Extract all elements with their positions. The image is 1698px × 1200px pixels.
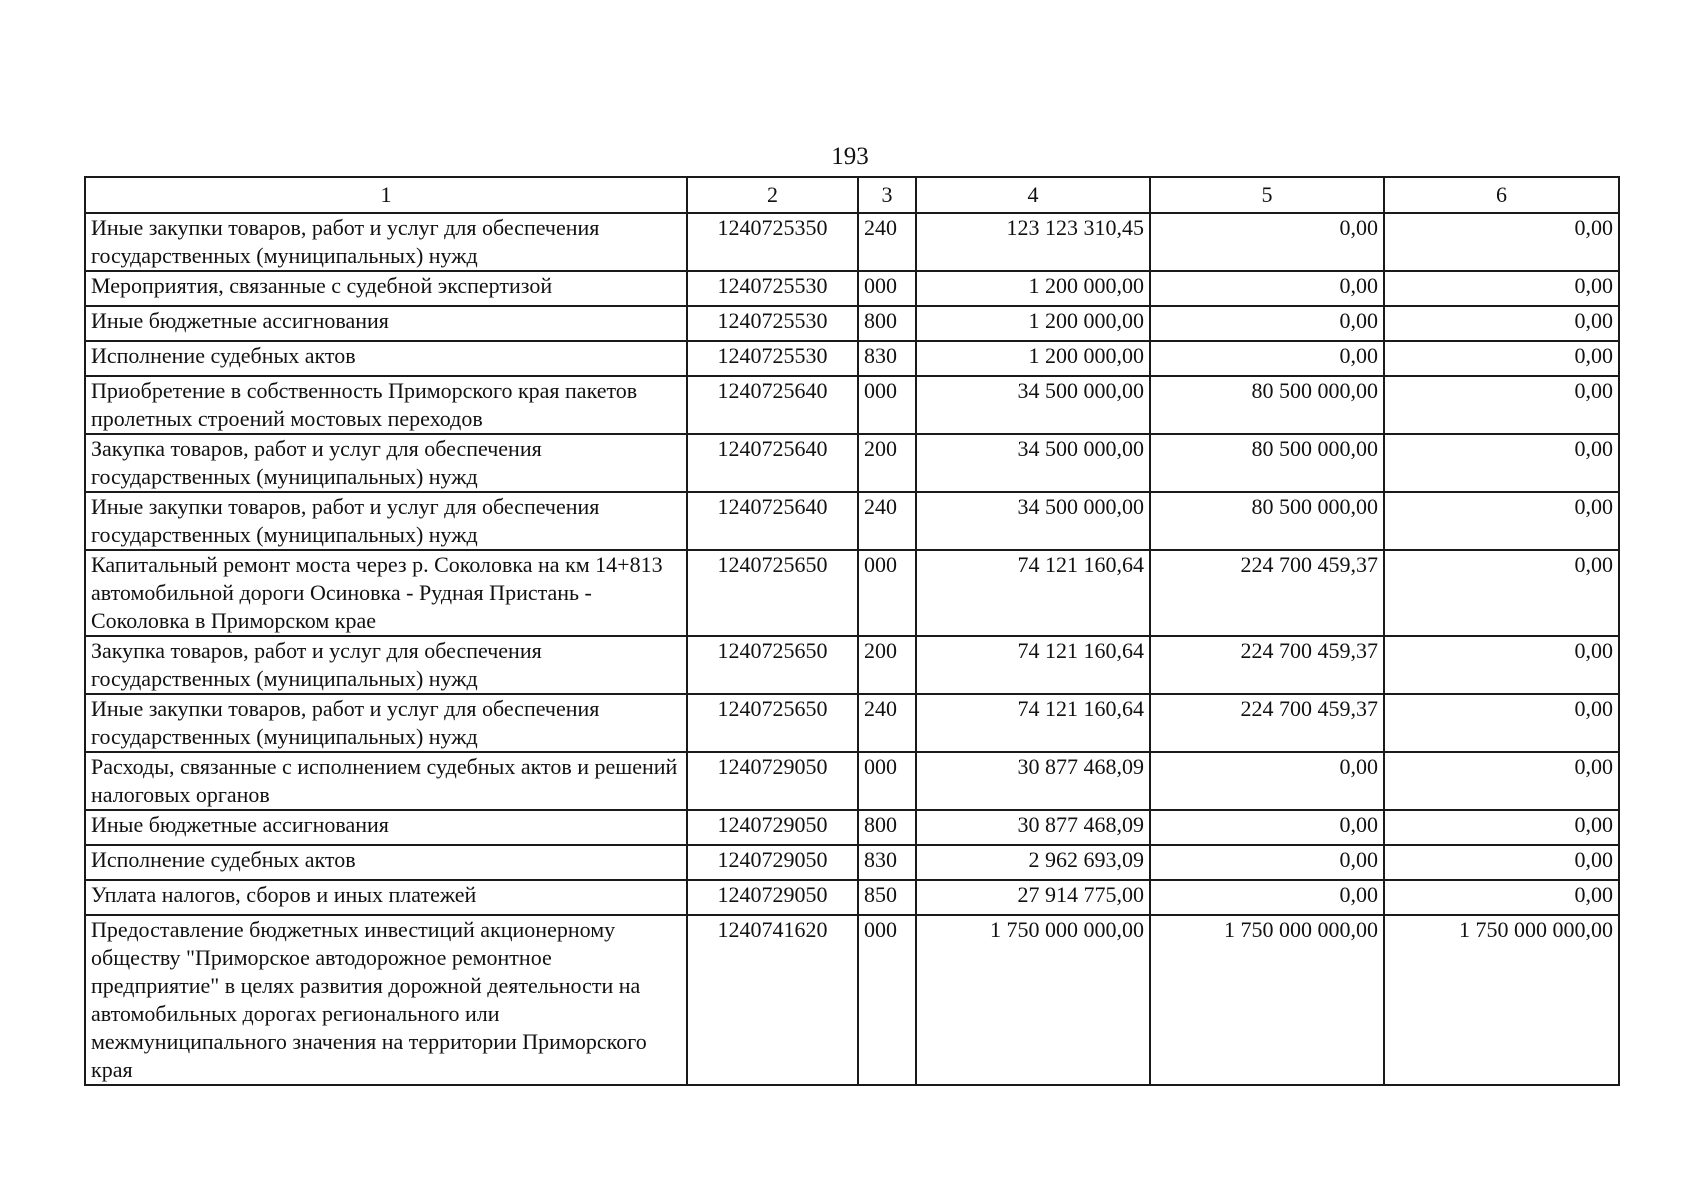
- cell-name: Иные бюджетные ассигнования: [85, 810, 687, 845]
- cell-value-5: 1 750 000 000,00: [1150, 915, 1384, 1085]
- cell-name: Предоставление бюджетных инвестиций акционерному обществу "Приморское автодорожное ремонтное предприятие" в целях развития дорожной деятельности на автомобильных дорогах регионального или межмуниципального значения на территории Приморского края: [85, 915, 687, 1085]
- cell-name: Капитальный ремонт моста через р. Соколовка на км 14+813 автомобильной дороги Осиновка - Рудная Пристань - Соколовка в Приморском крае: [85, 550, 687, 636]
- cell-value-5: 80 500 000,00: [1150, 492, 1384, 550]
- cell-name: Приобретение в собственность Приморского края пакетов пролетных строений мостовых переходов: [85, 376, 687, 434]
- budget-table: [84, 176, 1620, 1086]
- header-col-4: 4: [916, 177, 1150, 213]
- cell-type: 000: [858, 915, 916, 1085]
- table-row: [85, 213, 1619, 271]
- cell-value-5: 224 700 459,37: [1150, 694, 1384, 752]
- cell-value-4: 34 500 000,00: [916, 434, 1150, 492]
- cell-value-6: 0,00: [1384, 845, 1619, 880]
- table-header-row: [85, 177, 1619, 213]
- cell-value-6: 0,00: [1384, 636, 1619, 694]
- cell-code: 1240725350: [687, 213, 858, 271]
- cell-value-4: 74 121 160,64: [916, 694, 1150, 752]
- cell-code: 1240725640: [687, 376, 858, 434]
- cell-value-5: 0,00: [1150, 213, 1384, 271]
- table-row: [85, 271, 1619, 306]
- cell-value-6: 0,00: [1384, 550, 1619, 636]
- cell-code: 1240725650: [687, 550, 858, 636]
- cell-value-4: 123 123 310,45: [916, 213, 1150, 271]
- table-row: [85, 752, 1619, 810]
- table-row: [85, 915, 1619, 1085]
- cell-value-4: 27 914 775,00: [916, 880, 1150, 915]
- cell-value-5: 0,00: [1150, 845, 1384, 880]
- cell-type: 800: [858, 810, 916, 845]
- header-col-2: 2: [687, 177, 858, 213]
- cell-type: 240: [858, 213, 916, 271]
- cell-type: 850: [858, 880, 916, 915]
- table-row: [85, 636, 1619, 694]
- cell-code: 1240741620: [687, 915, 858, 1085]
- header-col-1: 1: [85, 177, 687, 213]
- cell-value-6: 0,00: [1384, 376, 1619, 434]
- cell-value-4: 1 200 000,00: [916, 341, 1150, 376]
- cell-code: 1240729050: [687, 880, 858, 915]
- cell-code: 1240729050: [687, 845, 858, 880]
- cell-type: 240: [858, 492, 916, 550]
- header-col-6: 6: [1384, 177, 1619, 213]
- cell-type: 200: [858, 434, 916, 492]
- cell-value-4: 30 877 468,09: [916, 752, 1150, 810]
- cell-type: 240: [858, 694, 916, 752]
- table-row: [85, 306, 1619, 341]
- cell-code: 1240725650: [687, 636, 858, 694]
- cell-type: 000: [858, 376, 916, 434]
- cell-code: 1240725530: [687, 341, 858, 376]
- cell-type: 000: [858, 271, 916, 306]
- cell-value-6: 0,00: [1384, 752, 1619, 810]
- cell-value-6: 0,00: [1384, 306, 1619, 341]
- cell-name: Иные закупки товаров, работ и услуг для обеспечения государственных (муниципальных) нужд: [85, 213, 687, 271]
- cell-value-6: 0,00: [1384, 694, 1619, 752]
- cell-code: 1240725640: [687, 434, 858, 492]
- cell-name: Исполнение судебных актов: [85, 845, 687, 880]
- cell-value-4: 34 500 000,00: [916, 492, 1150, 550]
- table-row: [85, 341, 1619, 376]
- cell-code: 1240729050: [687, 752, 858, 810]
- cell-value-6: 0,00: [1384, 213, 1619, 271]
- cell-value-6: 0,00: [1384, 492, 1619, 550]
- cell-code: 1240729050: [687, 810, 858, 845]
- cell-type: 200: [858, 636, 916, 694]
- cell-code: 1240725530: [687, 271, 858, 306]
- cell-value-5: 224 700 459,37: [1150, 550, 1384, 636]
- cell-value-6: 0,00: [1384, 271, 1619, 306]
- cell-value-5: 0,00: [1150, 810, 1384, 845]
- cell-value-4: 1 200 000,00: [916, 271, 1150, 306]
- cell-name: Иные закупки товаров, работ и услуг для обеспечения государственных (муниципальных) нужд: [85, 694, 687, 752]
- cell-value-6: 1 750 000 000,00: [1384, 915, 1619, 1085]
- table-row: [85, 434, 1619, 492]
- cell-type: 830: [858, 845, 916, 880]
- cell-value-6: 0,00: [1384, 880, 1619, 915]
- cell-name: Исполнение судебных актов: [85, 341, 687, 376]
- table-row: [85, 694, 1619, 752]
- cell-value-4: 74 121 160,64: [916, 550, 1150, 636]
- cell-code: 1240725650: [687, 694, 858, 752]
- cell-value-5: 224 700 459,37: [1150, 636, 1384, 694]
- cell-value-5: 0,00: [1150, 880, 1384, 915]
- cell-value-4: 74 121 160,64: [916, 636, 1150, 694]
- cell-type: 000: [858, 752, 916, 810]
- cell-value-5: 0,00: [1150, 752, 1384, 810]
- cell-value-5: 80 500 000,00: [1150, 434, 1384, 492]
- table-row: [85, 492, 1619, 550]
- table-row: [85, 810, 1619, 845]
- table-row: [85, 550, 1619, 636]
- cell-value-6: 0,00: [1384, 434, 1619, 492]
- cell-value-5: 0,00: [1150, 306, 1384, 341]
- cell-value-6: 0,00: [1384, 810, 1619, 845]
- cell-value-4: 2 962 693,09: [916, 845, 1150, 880]
- cell-type: 830: [858, 341, 916, 376]
- cell-type: 800: [858, 306, 916, 341]
- cell-value-5: 80 500 000,00: [1150, 376, 1384, 434]
- cell-value-6: 0,00: [1384, 341, 1619, 376]
- cell-value-4: 30 877 468,09: [916, 810, 1150, 845]
- cell-value-5: 0,00: [1150, 341, 1384, 376]
- cell-name: Расходы, связанные с исполнением судебных актов и решений налоговых органов: [85, 752, 687, 810]
- cell-name: Закупка товаров, работ и услуг для обеспечения государственных (муниципальных) нужд: [85, 434, 687, 492]
- cell-value-5: 0,00: [1150, 271, 1384, 306]
- table-row: [85, 845, 1619, 880]
- cell-name: Иные закупки товаров, работ и услуг для обеспечения государственных (муниципальных) нужд: [85, 492, 687, 550]
- header-col-5: 5: [1150, 177, 1384, 213]
- header-col-3: 3: [858, 177, 916, 213]
- cell-code: 1240725530: [687, 306, 858, 341]
- cell-value-4: 1 750 000 000,00: [916, 915, 1150, 1085]
- cell-value-4: 34 500 000,00: [916, 376, 1150, 434]
- cell-code: 1240725640: [687, 492, 858, 550]
- page-number: 193: [831, 143, 869, 170]
- cell-name: Мероприятия, связанные с судебной экспертизой: [85, 271, 687, 306]
- table-row: [85, 376, 1619, 434]
- cell-value-4: 1 200 000,00: [916, 306, 1150, 341]
- table-row: [85, 880, 1619, 915]
- cell-name: Уплата налогов, сборов и иных платежей: [85, 880, 687, 915]
- cell-name: Закупка товаров, работ и услуг для обеспечения государственных (муниципальных) нужд: [85, 636, 687, 694]
- cell-name: Иные бюджетные ассигнования: [85, 306, 687, 341]
- cell-type: 000: [858, 550, 916, 636]
